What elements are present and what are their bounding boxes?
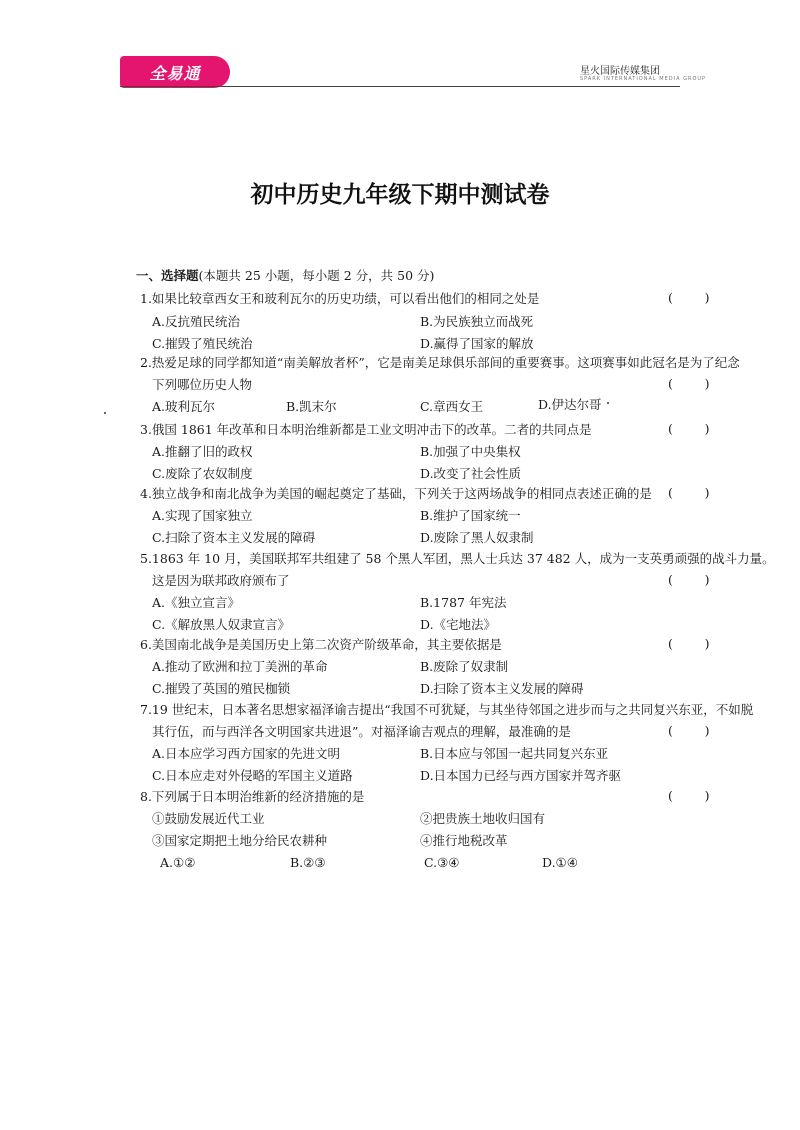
q7-option-d: D.日本国力已经与西方国家并驾齐驱 [420, 768, 622, 783]
q6-option-a: A.推动了欧洲和拉丁美洲的革命 [152, 659, 328, 674]
answer-blank-7[interactable]: ( ) [668, 723, 710, 738]
q7-option-c: C.日本应走对外侵略的军国主义道路 [152, 768, 353, 783]
q3-option-d: D.改变了社会性质 [420, 466, 522, 481]
q8-statement-2: ②把贵族土地收归国有 [420, 811, 546, 826]
q2-option-b: B.凯末尔 [286, 399, 337, 414]
q3-option-c: C.废除了农奴制度 [152, 466, 253, 481]
q8-option-b: B.②③ [290, 855, 326, 870]
q1-option-c: C.摧毁了殖民统治 [152, 336, 253, 351]
q5-option-a: A.《独立宣言》 [152, 595, 241, 610]
q8-option-a: A.①② [160, 855, 196, 870]
question-1-stem: 1.如果比较章西女王和玻利瓦尔的历史功绩，可以看出他们的相同之处是 [140, 291, 540, 306]
question-4-stem: 4.独立战争和南北战争为美国的崛起奠定了基础，下列关于这两场战争的相同点表述正确的是 [140, 486, 652, 501]
publisher-name: 星火国际传媒集团 [580, 66, 660, 77]
answer-blank-1[interactable]: ( ) [668, 290, 710, 305]
question-7-stem-line1: 7.19 世纪末，日本著名思想家福泽谕吉提出“我国不可犹疑，与其坐待邻国之进步而与之共同复兴东亚，不如脱 [140, 702, 754, 717]
q8-statement-4: ④推行地税改革 [420, 833, 508, 848]
publisher-subtitle: SPARK INTERNATIONAL MEDIA GROUP [580, 76, 707, 82]
section-label: 一、选择题 [136, 268, 199, 283]
q3-option-a: A.推翻了旧的政权 [152, 444, 253, 459]
q8-statement-1: ①鼓励发展近代工业 [152, 811, 265, 826]
q5-option-c: C.《解放黑人奴隶宣言》 [152, 617, 291, 632]
exam-title: 初中历史九年级下期中测试卷 [250, 182, 550, 208]
q4-option-c: C.扫除了资本主义发展的障碍 [152, 530, 316, 545]
q6-option-d: D.扫除了资本主义发展的障碍 [420, 681, 584, 696]
q8-option-d: D.①④ [542, 855, 578, 870]
q7-option-a: A.日本应学习西方国家的先进文明 [152, 746, 341, 761]
q6-option-c: C.摧毁了英国的殖民枷锁 [152, 681, 291, 696]
q8-option-c: C.③④ [424, 855, 460, 870]
question-2-stem-line2: 下列哪位历史人物 [152, 377, 253, 392]
q8-statement-3: ③国家定期把土地分给民农耕种 [152, 833, 328, 848]
question-6-stem: 6.美国南北战争是美国历史上第二次资产阶级革命，其主要依据是 [140, 637, 502, 652]
question-7-stem-line2: 其行伍，而与西洋各文明国家共进退”。对福泽谕吉观点的理解，最准确的是 [152, 724, 571, 739]
q4-option-d: D.废除了黑人奴隶制 [420, 530, 534, 545]
answer-blank-3[interactable]: ( ) [668, 421, 710, 436]
q2-option-a: A.玻利瓦尔 [152, 399, 216, 414]
q1-option-b: B.为民族独立而战死 [420, 314, 534, 329]
brand-logo [120, 56, 230, 88]
section-heading [136, 270, 434, 283]
answer-blank-2[interactable]: ( ) [668, 376, 710, 391]
answer-blank-8[interactable]: ( ) [668, 788, 710, 803]
q2-option-c: C.章西女王 [420, 399, 484, 414]
q4-option-a: A.实现了国家独立 [152, 508, 253, 523]
q6-option-b: B.废除了奴隶制 [420, 659, 509, 674]
q4-option-b: B.维护了国家统一 [420, 508, 521, 523]
question-2-stem-line1: 2.热爱足球的同学都知道“南美解放者杯”，它是南美足球俱乐部间的重要赛事。这项赛事如此冠名是为了纪念 [140, 355, 740, 370]
answer-blank-6[interactable]: ( ) [668, 636, 710, 651]
logo-text: 全易通 [149, 63, 201, 83]
q1-option-a: A.反抗殖民统治 [152, 314, 241, 329]
question-3-stem: 3.俄国 1861 年改革和日本明治维新都是工业文明冲击下的改革。二者的共同点是 [140, 422, 592, 437]
q2-option-d: D.伊达尔哥 [538, 397, 602, 412]
header-divider [120, 86, 680, 87]
section-note: (本题共 25 小题，每小题 2 分，共 50 分) [198, 268, 435, 283]
q7-option-b: B.日本应与邻国一起共同复兴东亚 [420, 746, 609, 761]
scan-speck [104, 412, 106, 414]
question-5-stem-line2: 这是因为联邦政府颁布了 [152, 573, 290, 588]
scan-speck [607, 402, 609, 404]
q5-option-d: D.《宅地法》 [420, 617, 497, 632]
question-8-stem: 8.下列属于日本明治维新的经济措施的是 [140, 789, 365, 804]
q3-option-b: B.加强了中央集权 [420, 444, 521, 459]
question-5-stem-line1: 5.1863 年 10 月，美国联邦军共组建了 58 个黑人军团，黑人士兵达 37 482 人，成为一支英勇顽强的战斗力量。 [140, 551, 775, 566]
answer-blank-5[interactable]: ( ) [668, 572, 710, 587]
answer-blank-4[interactable]: ( ) [668, 485, 710, 500]
q5-option-b: B.1787 年宪法 [420, 595, 507, 610]
q1-option-d: D.赢得了国家的解放 [420, 336, 534, 351]
